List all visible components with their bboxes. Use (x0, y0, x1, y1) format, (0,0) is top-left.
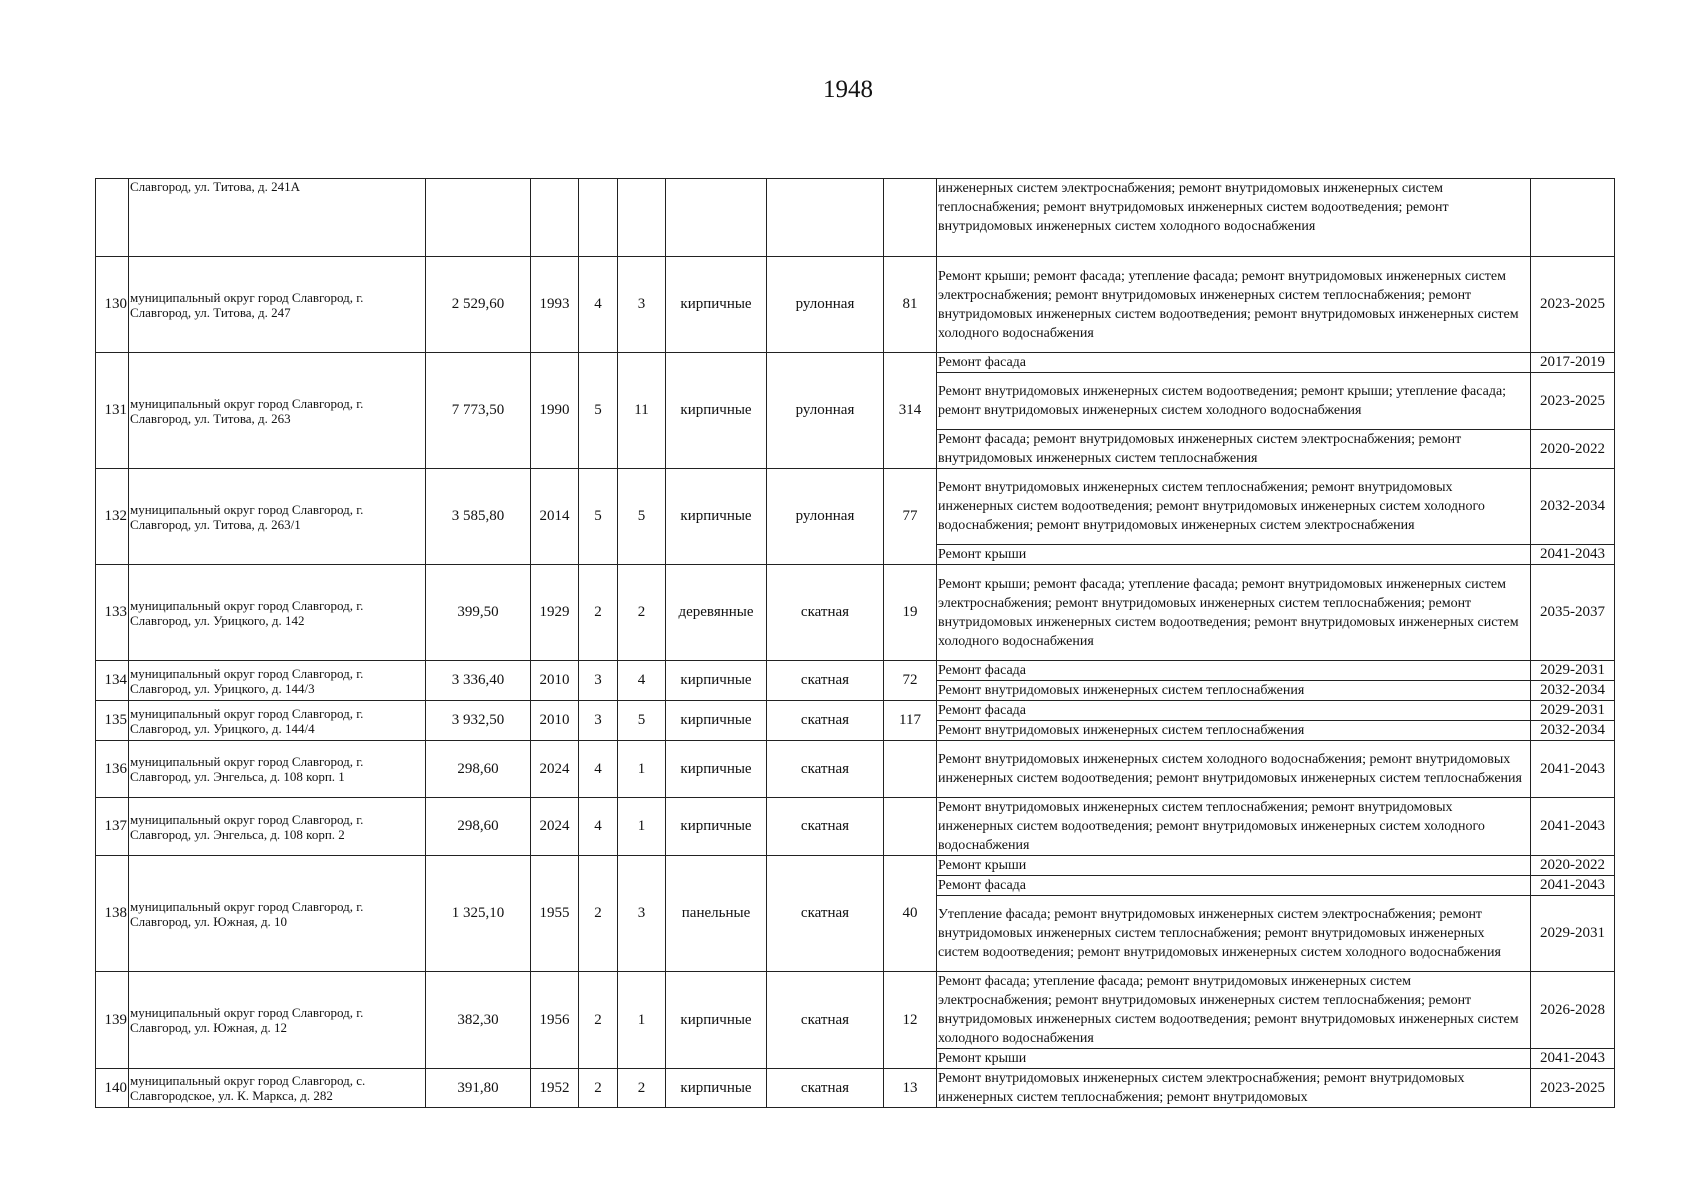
cell-address: муниципальный округ город Славгород, г. Славгород, ул. Урицкого, д. 144/4 (129, 701, 426, 741)
cell-works: Ремонт крыши; ремонт фасада; утепление фасада; ремонт внутридомовых инженерных систем электроснабжения; ремонт внутридомовых инженерных систем теплоснабжения; ремонт внутридомовых инженерных систем водоотведения; ремонт внутридомовых инженерных систем холодного водоснабжения (937, 257, 1531, 353)
cell-entrances: 3 (618, 257, 666, 353)
cell-works: Ремонт крыши (937, 545, 1531, 565)
cell-entrances: 2 (618, 565, 666, 661)
table-row (96, 798, 1615, 856)
cell-works: Ремонт фасада (937, 661, 1531, 681)
cell-area: 1 325,10 (426, 856, 531, 972)
table-row (96, 972, 1615, 1049)
page-number: 1948 (823, 76, 873, 103)
table-row (96, 661, 1615, 681)
cell-walls: кирпичные (666, 353, 767, 469)
cell-entrances: 1 (618, 798, 666, 856)
cell-address: муниципальный округ город Славгород, г. Славгород, ул. Южная, д. 12 (129, 972, 426, 1069)
cell-residents (884, 798, 937, 856)
cell-year: 1952 (531, 1069, 579, 1108)
cell-floors: 2 (579, 972, 618, 1069)
cell-works: Ремонт крыши (937, 1049, 1531, 1069)
cell-residents: 77 (884, 469, 937, 565)
cell-address: муниципальный округ город Славгород, г. Славгород, ул. Урицкого, д. 144/3 (129, 661, 426, 701)
cell-entrances (618, 179, 666, 257)
cell-period: 2029-2031 (1531, 701, 1615, 721)
cell-works: Ремонт внутридомовых инженерных систем теплоснабжения; ремонт внутридомовых инженерных систем водоотведения; ремонт внутридомовых инженерных систем холодного водоснабжения; ремонт внутридомовых инженерных систем электроснабжения (937, 469, 1531, 545)
cell-year: 1929 (531, 565, 579, 661)
cell-area (426, 179, 531, 257)
cell-residents (884, 741, 937, 798)
cell-walls: кирпичные (666, 257, 767, 353)
cell-residents (884, 179, 937, 257)
cell-num: 132 (96, 469, 129, 565)
cell-num: 130 (96, 257, 129, 353)
cell-year: 1955 (531, 856, 579, 972)
cell-works: Ремонт внутридомовых инженерных систем теплоснабжения (937, 721, 1531, 741)
continuation-row (96, 179, 1615, 257)
cell-area: 3 336,40 (426, 661, 531, 701)
cell-roof: скатная (767, 661, 884, 701)
cell-entrances: 1 (618, 972, 666, 1069)
cell-num: 136 (96, 741, 129, 798)
cell-walls: кирпичные (666, 1069, 767, 1108)
cell-walls (666, 179, 767, 257)
cell-floors: 4 (579, 741, 618, 798)
cell-num: 135 (96, 701, 129, 741)
cell-period (1531, 179, 1615, 257)
cell-residents: 72 (884, 661, 937, 701)
cell-roof: рулонная (767, 353, 884, 469)
cell-entrances: 1 (618, 741, 666, 798)
cell-period: 2035-2037 (1531, 565, 1615, 661)
cell-area: 3 932,50 (426, 701, 531, 741)
cell-works: Ремонт крыши; ремонт фасада; утепление фасада; ремонт внутридомовых инженерных систем электроснабжения; ремонт внутридомовых инженерных систем теплоснабжения; ремонт внутридомовых инженерных систем водоотведения; ремонт внутридомовых инженерных систем холодного водоснабжения (937, 565, 1531, 661)
table-row (96, 1069, 1615, 1108)
cell-residents: 117 (884, 701, 937, 741)
cell-address: муниципальный округ город Славгород, г. Славгород, ул. Энгельса, д. 108 корп. 1 (129, 741, 426, 798)
cell-period: 2023-2025 (1531, 373, 1615, 430)
cell-address: муниципальный округ город Славгород, г. Славгород, ул. Титова, д. 247 (129, 257, 426, 353)
cell-works: Ремонт внутридомовых инженерных систем теплоснабжения; ремонт внутридомовых инженерных систем водоотведения; ремонт внутридомовых инженерных систем холодного водоснабжения (937, 798, 1531, 856)
cell-works: Ремонт фасада; утепление фасада; ремонт внутридомовых инженерных систем электроснабжения; ремонт внутридомовых инженерных систем теплоснабжения; ремонт внутридомовых инженерных систем водоотведения; ремонт внутридомовых инженерных систем холодного водоснабжения (937, 972, 1531, 1049)
cell-period: 2032-2034 (1531, 721, 1615, 741)
cell-entrances: 11 (618, 353, 666, 469)
cell-roof: скатная (767, 701, 884, 741)
cell-walls: панельные (666, 856, 767, 972)
cell-floors: 3 (579, 661, 618, 701)
cell-area: 298,60 (426, 798, 531, 856)
cell-roof: скатная (767, 856, 884, 972)
cell-period: 2023-2025 (1531, 257, 1615, 353)
cell-period: 2041-2043 (1531, 1049, 1615, 1069)
cell-works: инженерных систем электроснабжения; ремонт внутридомовых инженерных систем теплоснабжения; ремонт внутридомовых инженерных систем водоотведения; ремонт внутридомовых инженерных систем холодного водоснабжения (937, 179, 1531, 257)
cell-roof: скатная (767, 741, 884, 798)
housing-register-table (95, 178, 1615, 1108)
cell-residents: 314 (884, 353, 937, 469)
cell-period: 2029-2031 (1531, 661, 1615, 681)
cell-roof: рулонная (767, 469, 884, 565)
cell-period: 2041-2043 (1531, 798, 1615, 856)
cell-year: 1993 (531, 257, 579, 353)
cell-works: Ремонт внутридомовых инженерных систем теплоснабжения (937, 681, 1531, 701)
cell-floors: 5 (579, 469, 618, 565)
cell-period: 2029-2031 (1531, 896, 1615, 972)
cell-period: 2026-2028 (1531, 972, 1615, 1049)
cell-floors: 2 (579, 1069, 618, 1108)
cell-works: Ремонт фасада (937, 876, 1531, 896)
cell-works: Ремонт фасада; ремонт внутридомовых инженерных систем электроснабжения; ремонт внутридомовых инженерных систем теплоснабжения (937, 430, 1531, 469)
cell-works: Ремонт фасада (937, 353, 1531, 373)
cell-roof (767, 179, 884, 257)
cell-area: 391,80 (426, 1069, 531, 1108)
table-row (96, 741, 1615, 798)
cell-year (531, 179, 579, 257)
cell-roof: скатная (767, 798, 884, 856)
cell-residents: 12 (884, 972, 937, 1069)
cell-num: 131 (96, 353, 129, 469)
cell-address: муниципальный округ город Славгород, г. Славгород, ул. Урицкого, д. 142 (129, 565, 426, 661)
cell-works: Ремонт внутридомовых инженерных систем холодного водоснабжения; ремонт внутридомовых инженерных систем водоотведения; ремонт внутридомовых инженерных систем теплоснабжения (937, 741, 1531, 798)
cell-period: 2041-2043 (1531, 545, 1615, 565)
cell-residents: 81 (884, 257, 937, 353)
table-row (96, 701, 1615, 721)
cell-period: 2032-2034 (1531, 469, 1615, 545)
table-row (96, 257, 1615, 353)
cell-walls: кирпичные (666, 972, 767, 1069)
cell-works: Ремонт фасада (937, 701, 1531, 721)
table-row (96, 469, 1615, 545)
table-row (96, 856, 1615, 876)
cell-walls: кирпичные (666, 469, 767, 565)
cell-floors: 2 (579, 856, 618, 972)
cell-address: муниципальный округ город Славгород, г. Славгород, ул. Южная, д. 10 (129, 856, 426, 972)
table-row (96, 353, 1615, 373)
cell-num: 133 (96, 565, 129, 661)
cell-num: 137 (96, 798, 129, 856)
cell-area: 2 529,60 (426, 257, 531, 353)
cell-year: 2024 (531, 798, 579, 856)
cell-year: 2010 (531, 661, 579, 701)
cell-area: 3 585,80 (426, 469, 531, 565)
cell-floors: 4 (579, 798, 618, 856)
cell-roof: скатная (767, 972, 884, 1069)
cell-period: 2023-2025 (1531, 1069, 1615, 1108)
cell-roof: скатная (767, 565, 884, 661)
table-row (96, 565, 1615, 661)
cell-address: муниципальный округ город Славгород, г. Славгород, ул. Титова, д. 263/1 (129, 469, 426, 565)
cell-area: 382,30 (426, 972, 531, 1069)
cell-floors: 4 (579, 257, 618, 353)
cell-period: 2041-2043 (1531, 741, 1615, 798)
cell-works: Ремонт внутридомовых инженерных систем электроснабжения; ремонт внутридомовых инженерных систем теплоснабжения; ремонт внутридомовых (937, 1069, 1531, 1108)
cell-num (96, 179, 129, 257)
cell-year: 2024 (531, 741, 579, 798)
cell-walls: кирпичные (666, 741, 767, 798)
cell-address: Славгород, ул. Титова, д. 241А (129, 179, 426, 257)
cell-num: 138 (96, 856, 129, 972)
cell-address: муниципальный округ город Славгород, г. Славгород, ул. Титова, д. 263 (129, 353, 426, 469)
cell-roof: рулонная (767, 257, 884, 353)
cell-entrances: 5 (618, 469, 666, 565)
cell-entrances: 3 (618, 856, 666, 972)
cell-period: 2041-2043 (1531, 876, 1615, 896)
cell-floors: 5 (579, 353, 618, 469)
cell-residents: 19 (884, 565, 937, 661)
register-body (96, 179, 1615, 1108)
cell-area: 399,50 (426, 565, 531, 661)
cell-area: 7 773,50 (426, 353, 531, 469)
cell-works: Ремонт крыши (937, 856, 1531, 876)
cell-num: 139 (96, 972, 129, 1069)
cell-address: муниципальный округ город Славгород, г. Славгород, ул. Энгельса, д. 108 корп. 2 (129, 798, 426, 856)
cell-floors (579, 179, 618, 257)
cell-year: 1956 (531, 972, 579, 1069)
cell-year: 2010 (531, 701, 579, 741)
cell-period: 2020-2022 (1531, 856, 1615, 876)
cell-walls: деревянные (666, 565, 767, 661)
cell-entrances: 4 (618, 661, 666, 701)
cell-entrances: 2 (618, 1069, 666, 1108)
cell-year: 2014 (531, 469, 579, 565)
cell-walls: кирпичные (666, 661, 767, 701)
cell-roof: скатная (767, 1069, 884, 1108)
cell-floors: 2 (579, 565, 618, 661)
cell-walls: кирпичные (666, 701, 767, 741)
cell-period: 2032-2034 (1531, 681, 1615, 701)
cell-area: 298,60 (426, 741, 531, 798)
cell-works: Утепление фасада; ремонт внутридомовых инженерных систем электроснабжения; ремонт внутридомовых инженерных систем теплоснабжения; ремонт внутридомовых инженерных систем водоотведения; ремонт внутридомовых инженерных систем холодного водоснабжения (937, 896, 1531, 972)
cell-floors: 3 (579, 701, 618, 741)
cell-period: 2020-2022 (1531, 430, 1615, 469)
cell-entrances: 5 (618, 701, 666, 741)
cell-num: 140 (96, 1069, 129, 1108)
cell-address: муниципальный округ город Славгород, с. Славгородское, ул. К. Маркса, д. 282 (129, 1069, 426, 1108)
cell-year: 1990 (531, 353, 579, 469)
cell-walls: кирпичные (666, 798, 767, 856)
cell-residents: 40 (884, 856, 937, 972)
cell-works: Ремонт внутридомовых инженерных систем водоотведения; ремонт крыши; утепление фасада; ремонт внутридомовых инженерных систем холодного водоснабжения (937, 373, 1531, 430)
cell-num: 134 (96, 661, 129, 701)
cell-residents: 13 (884, 1069, 937, 1108)
cell-period: 2017-2019 (1531, 353, 1615, 373)
